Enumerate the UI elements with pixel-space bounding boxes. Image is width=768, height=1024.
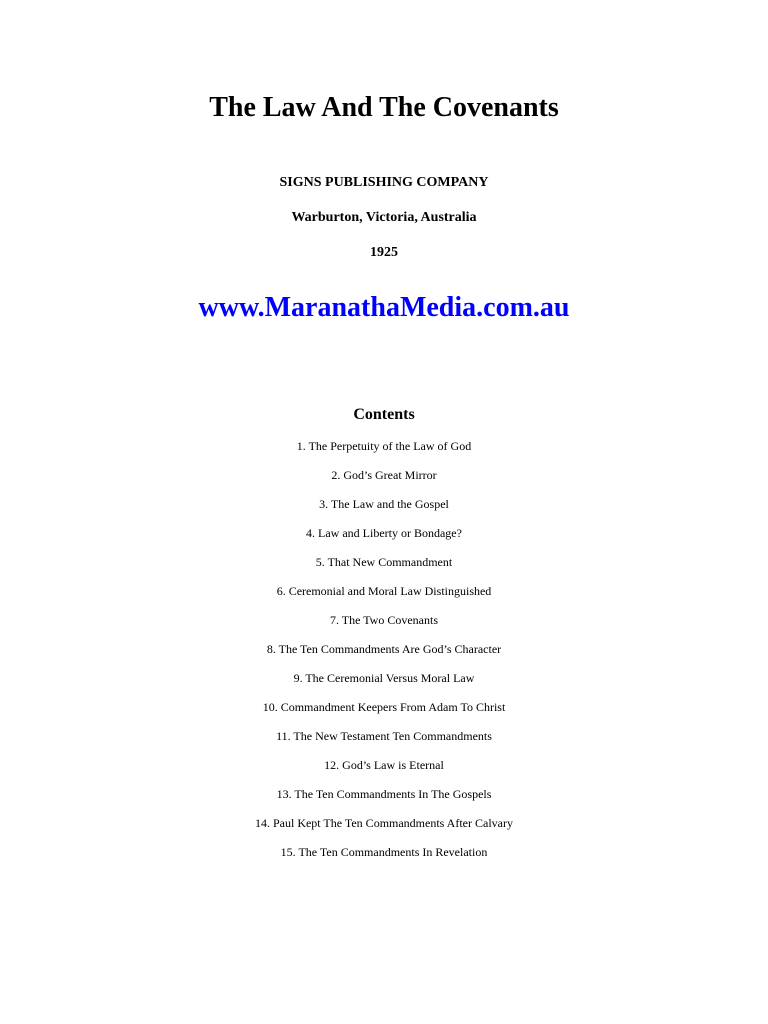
toc-item[interactable] — [0, 698, 768, 727]
toc-item-label: 10. Commandment Keepers From Adam To Christ — [262, 700, 506, 714]
document-title: The Law And The Covenants — [209, 92, 559, 123]
toc-item[interactable] — [0, 669, 768, 698]
toc-item-label: 3. The Law and the Gospel — [319, 497, 449, 511]
publisher-name: SIGNS PUBLISHING COMPANY — [279, 175, 489, 190]
toc-item[interactable] — [0, 466, 768, 495]
toc-item[interactable] — [0, 727, 768, 756]
toc-item[interactable] — [0, 640, 768, 669]
toc-item[interactable] — [0, 843, 768, 872]
toc-item[interactable] — [0, 582, 768, 611]
toc-item-label: 4. Law and Liberty or Bondage? — [306, 526, 462, 540]
contents-heading: Contents — [353, 406, 415, 423]
toc-item[interactable] — [0, 524, 768, 553]
toc-item[interactable] — [0, 495, 768, 524]
toc-item-label: 13. The Ten Commandments In The Gospels — [276, 787, 492, 801]
toc-item-label: 8. The Ten Commandments Are God’s Character — [266, 642, 502, 656]
toc-item-label: 9. The Ceremonial Versus Moral Law — [293, 671, 475, 685]
toc-item[interactable] — [0, 553, 768, 582]
toc-item[interactable] — [0, 756, 768, 785]
toc-item-label: 1. The Perpetuity of the Law of God — [296, 439, 472, 453]
toc-item-label: 14. Paul Kept The Ten Commandments After Calvary — [254, 816, 513, 830]
table-of-contents — [0, 437, 768, 872]
publisher-location: Warburton, Victoria, Australia — [291, 210, 477, 225]
toc-item-label: 11. The New Testament Ten Commandments — [276, 729, 492, 743]
toc-item[interactable] — [0, 785, 768, 814]
toc-item-label: 12. God’s Law is Eternal — [324, 758, 444, 772]
toc-item[interactable] — [0, 814, 768, 843]
website-link[interactable]: www.MaranathaMedia.com.au — [198, 292, 570, 323]
toc-item-label: 2. God’s Great Mirror — [331, 468, 437, 482]
toc-item-label: 6. Ceremonial and Moral Law Distinguished — [276, 584, 492, 598]
toc-item-label: 5. That New Commandment — [315, 555, 453, 569]
toc-item[interactable] — [0, 437, 768, 466]
toc-item-label: 7. The Two Covenants — [329, 613, 439, 627]
toc-item[interactable] — [0, 611, 768, 640]
publication-year: 1925 — [370, 245, 398, 260]
toc-item-label: 15. The Ten Commandments In Revelation — [280, 845, 488, 859]
